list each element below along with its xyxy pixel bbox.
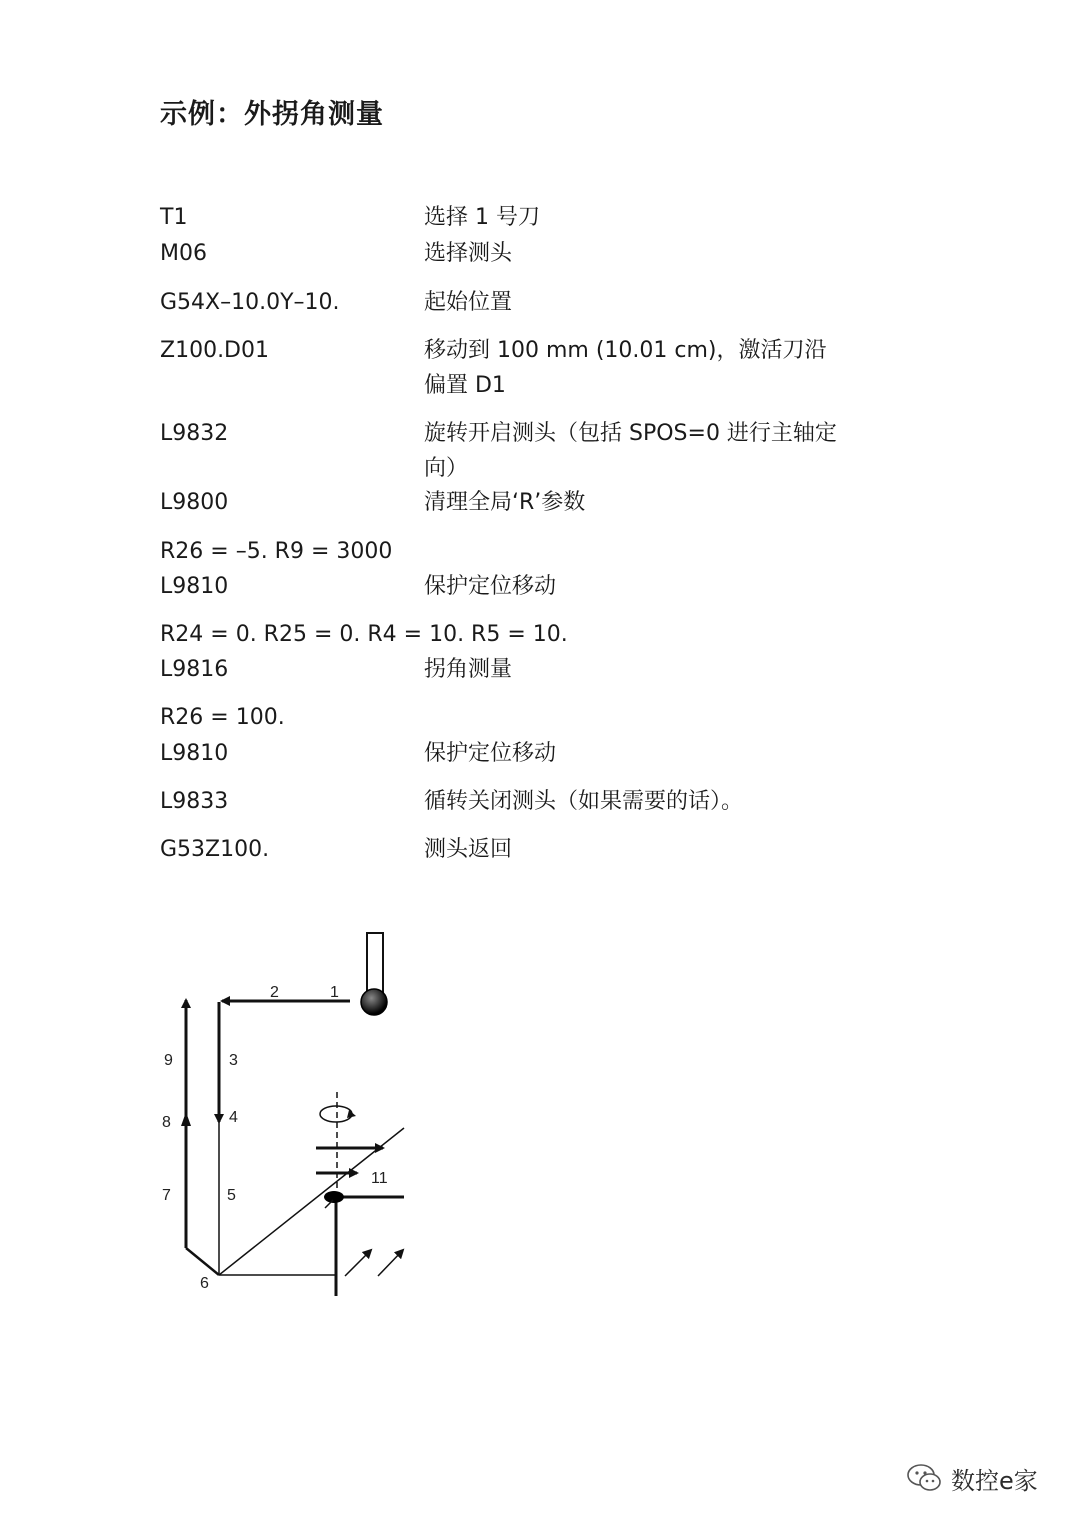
program-code: Z100.D01	[160, 338, 269, 363]
program-code: R26 = 100.	[160, 705, 285, 730]
page-title: 示例：外拐角测量	[160, 99, 384, 130]
program-desc: 清理全局‘R’参数	[424, 490, 586, 515]
arrow-mark-8	[181, 1112, 191, 1126]
diagram-label-4: 4	[229, 1109, 238, 1126]
corner-measurement-diagram	[150, 925, 420, 1305]
program-desc: 拐角测量	[424, 657, 513, 682]
diagram-label-11: 11	[371, 1170, 388, 1187]
diagram-label-1: 1	[330, 984, 339, 1001]
program-code: L9833	[160, 789, 229, 814]
diagram-label-8: 8	[162, 1114, 171, 1131]
diagram-label-6: 6	[200, 1275, 209, 1292]
program-desc: 保护定位移动	[424, 741, 557, 766]
path-diagonal-left	[186, 1248, 219, 1275]
program-code: T1	[160, 205, 188, 230]
small-arrow-right	[378, 1250, 403, 1276]
program-desc: 测头返回	[424, 837, 513, 862]
probe-contact	[324, 1191, 344, 1203]
program-desc: 选择测头	[424, 241, 513, 266]
program-desc: 旋转开启测头（包括 SPOS=0 进行主轴定向）	[424, 421, 837, 481]
diagram-label-7: 7	[162, 1187, 171, 1204]
program-desc: 循转关闭测头（如果需要的话）。	[424, 789, 744, 814]
diagram-label-9: 9	[164, 1052, 173, 1069]
program-code: R26 = –5. R9 = 3000	[160, 539, 393, 564]
program-code: G54X–10.0Y–10.	[160, 290, 340, 315]
program-desc: 移动到 100 mm (10.01 cm)，激活刀沿偏置 D1	[424, 338, 827, 398]
wechat-icon	[905, 1458, 945, 1498]
watermark	[905, 1458, 1038, 1498]
program-code: R24 = 0. R25 = 0. R4 = 10. R5 = 10.	[160, 622, 568, 647]
program-code: G53Z100.	[160, 837, 270, 862]
program-desc: 起始位置	[424, 290, 513, 315]
diagram-label-3: 3	[229, 1052, 238, 1069]
program-code: L9810	[160, 741, 229, 766]
program-code: M06	[160, 241, 207, 266]
program-code: L9810	[160, 574, 229, 599]
small-arrow-left	[345, 1250, 371, 1276]
program-desc: 保护定位移动	[424, 574, 557, 599]
program-code: L9816	[160, 657, 229, 682]
probe-stylus	[361, 933, 387, 1015]
workpiece-diagonal-edge	[219, 1128, 404, 1275]
diagram-label-5: 5	[227, 1187, 236, 1204]
diagram-label-2: 2	[270, 984, 279, 1001]
rotation-icon	[320, 1106, 356, 1122]
program-code: L9832	[160, 421, 229, 446]
watermark-text: 数控e家	[951, 1466, 1038, 1495]
program-desc: 选择 1 号刀	[424, 205, 540, 230]
program-code: L9800	[160, 490, 229, 515]
